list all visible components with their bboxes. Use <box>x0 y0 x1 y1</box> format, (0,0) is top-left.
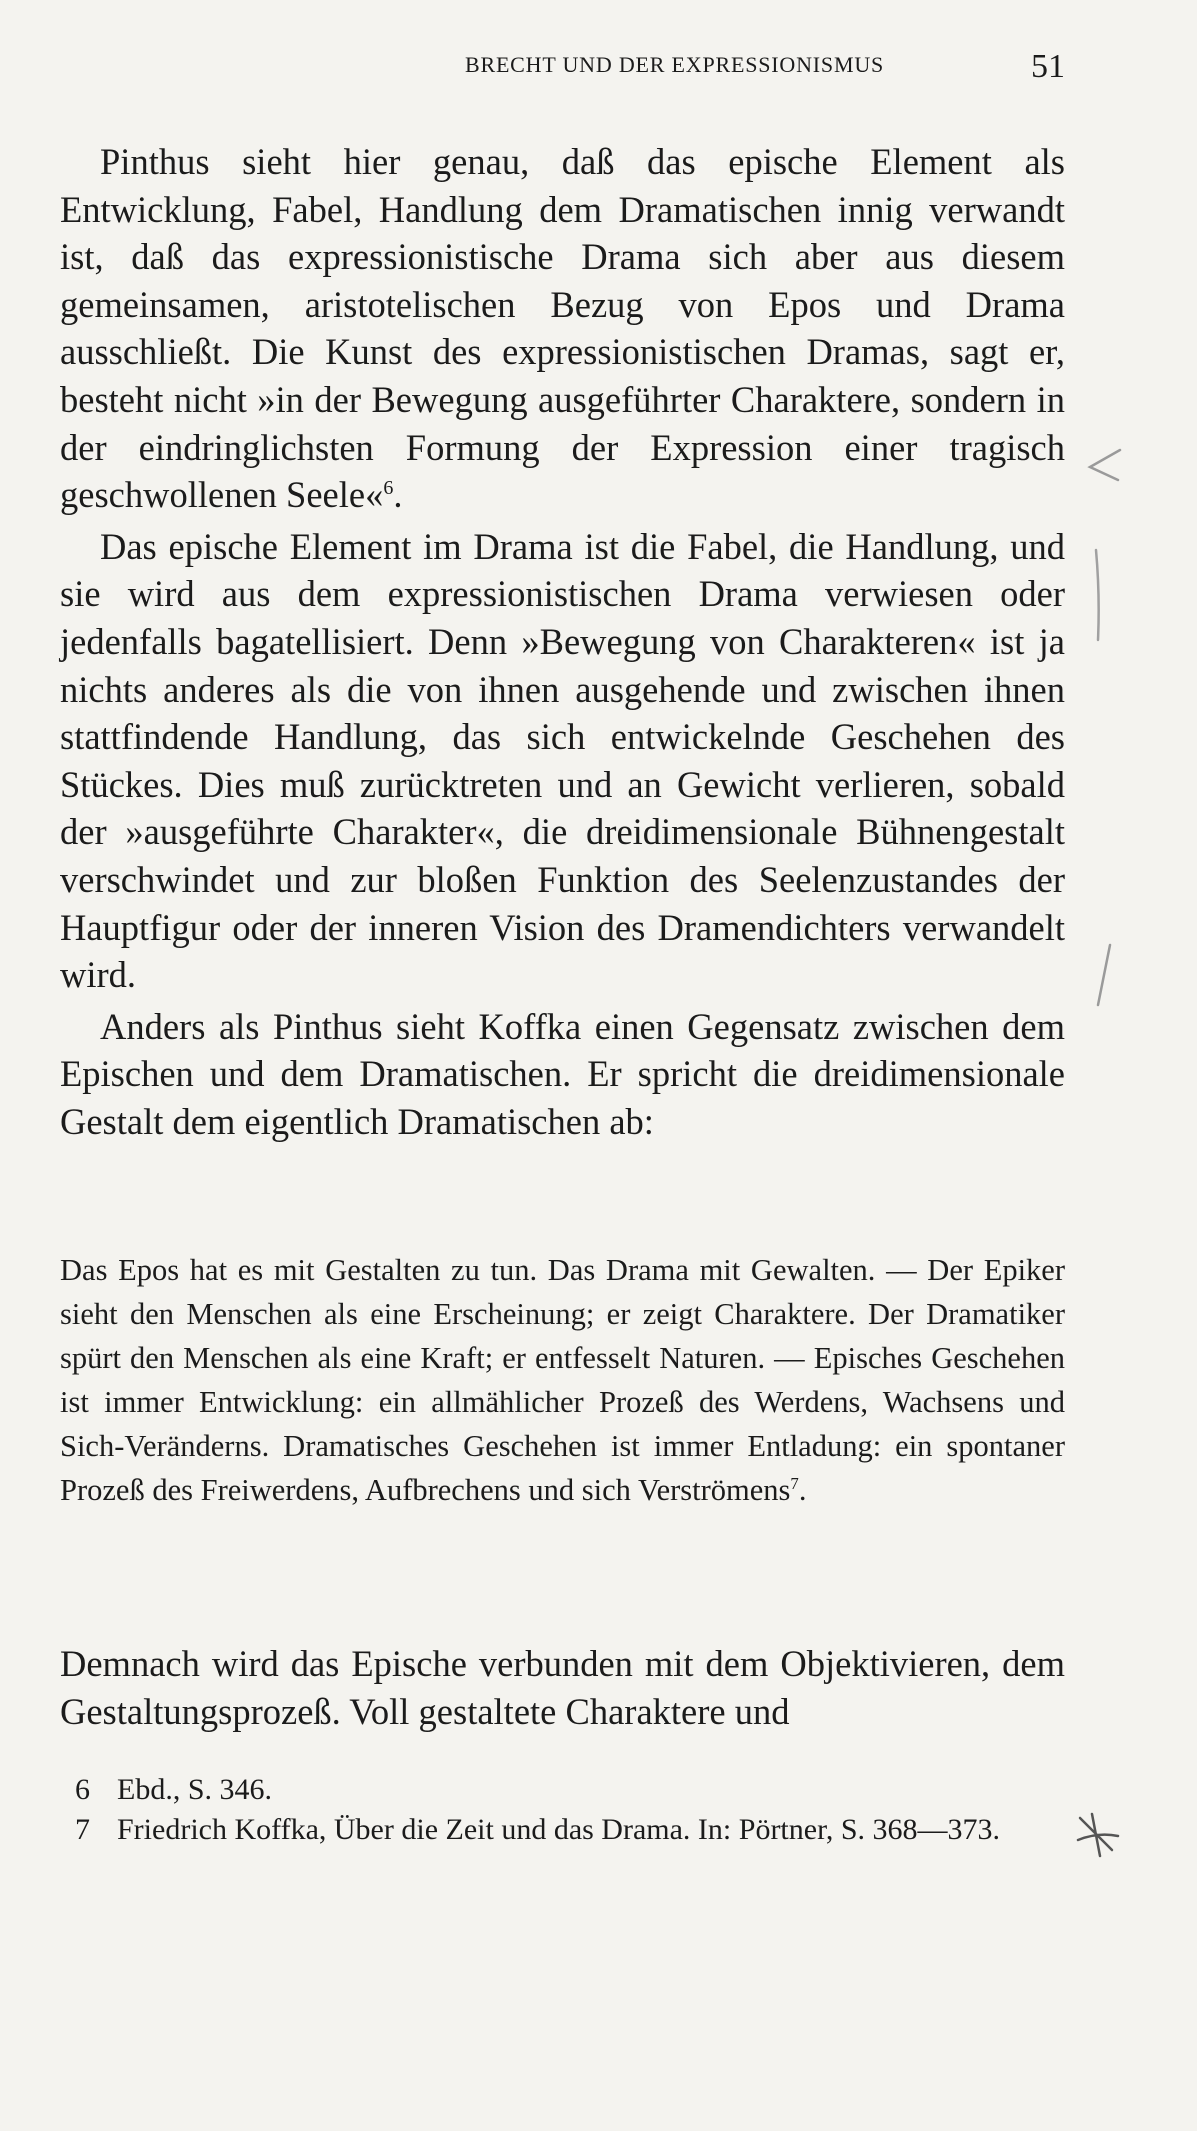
margin-bracket-mark <box>1090 545 1110 645</box>
block-quote: Das Epos hat es mit Gestalten zu tun. Das Drama mit Gewalten. — Der Epiker sieht den Menschen als eine Erscheinung; er zeigt Charaktere. Der Dramatiker spürt den Menschen als eine Kraft; er entfesselt Naturen. — Episches Geschehen ist immer Entwicklung: ein allmählicher Prozeß des Werdens, Wachsens und Sich-Veränderns. Dramatisches Geschehen ist immer Entladung: ein spontaner Prozeß des Freiwerdens, Aufbrechens und sich Verströmens$^7$. <box>60 1253 1065 1507</box>
footnote-number: 6 <box>75 1773 90 1806</box>
margin-arrow-mark <box>1080 445 1130 485</box>
paragraph-3: Anders als Pinthus sieht Koffka einen Gegensatz zwischen dem Epischen und dem Dramatischen. Er spricht die dreidimensionale Gestalt dem eigentlich Dramatischen ab: <box>60 1005 1065 1142</box>
footnote-text: Friedrich Koffka, Über die Zeit und das Drama. In: Pörtner, S. 368—373. <box>117 1813 1001 1846</box>
footnote-text: Ebd., S. 346. <box>117 1773 273 1806</box>
running-title: BRECHT UND DER EXPRESSIONISMUS <box>465 52 885 77</box>
footnote-7 <box>60 1810 1065 1850</box>
footnote-ref-6: 6 <box>383 477 394 499</box>
page-header <box>60 48 1065 92</box>
paragraph-4: Demnach wird das Epische verbunden mit dem Objektivieren, dem Gestaltungsprozeß. Voll gestaltete Charaktere und <box>60 1643 1065 1732</box>
paragraph-1: Pinthus sieht hier genau, daß das epische Element als Entwicklung, Fabel, Handlung dem Dramatischen innig verwandt ist, daß das expressionistische Drama sich aber aus diesem gemeinsamen, aristotelischen Bezug von Epos und Drama ausschließt. Die Kunst des expressionistischen Dramas, sagt er, besteht nicht »in der Bewegung ausgeführter Charaktere, sondern in der eindringlichsten Formung der Expression einer tragisch geschwollenen Seele«$^6$. <box>60 141 1065 516</box>
margin-cross-mark <box>1070 1810 1125 1860</box>
page-number: 51 <box>1031 48 1065 85</box>
paragraph-2: Das epische Element im Drama ist die Fabel, die Handlung, und sie wird aus dem expressionistischen Drama verwiesen oder jedenfalls bagatellisiert. Denn »Bewegung von Charakteren« ist ja nichts anderes als die von ihnen ausgehende und zwischen ihnen stattfindende Handlung, das sich entwickelnde Geschehen des Stückes. Dies muß zurücktreten und an Gewicht verlieren, sobald der »ausgeführte Charakter«, die dreidimensionale Bühnengestalt verschwindet und zur bloßen Funktion des Seelenzustandes der Hauptfigur oder der inneren Vision des Dramendichters verwandelt wird. <box>60 525 1065 996</box>
footnote-ref-7: 7 <box>790 1473 799 1493</box>
main-text <box>60 138 1065 1145</box>
footnote-number: 7 <box>75 1813 90 1846</box>
footnote-6 <box>60 1770 1065 1810</box>
margin-line-mark <box>1090 940 1120 1010</box>
footnotes <box>60 1770 1065 1850</box>
